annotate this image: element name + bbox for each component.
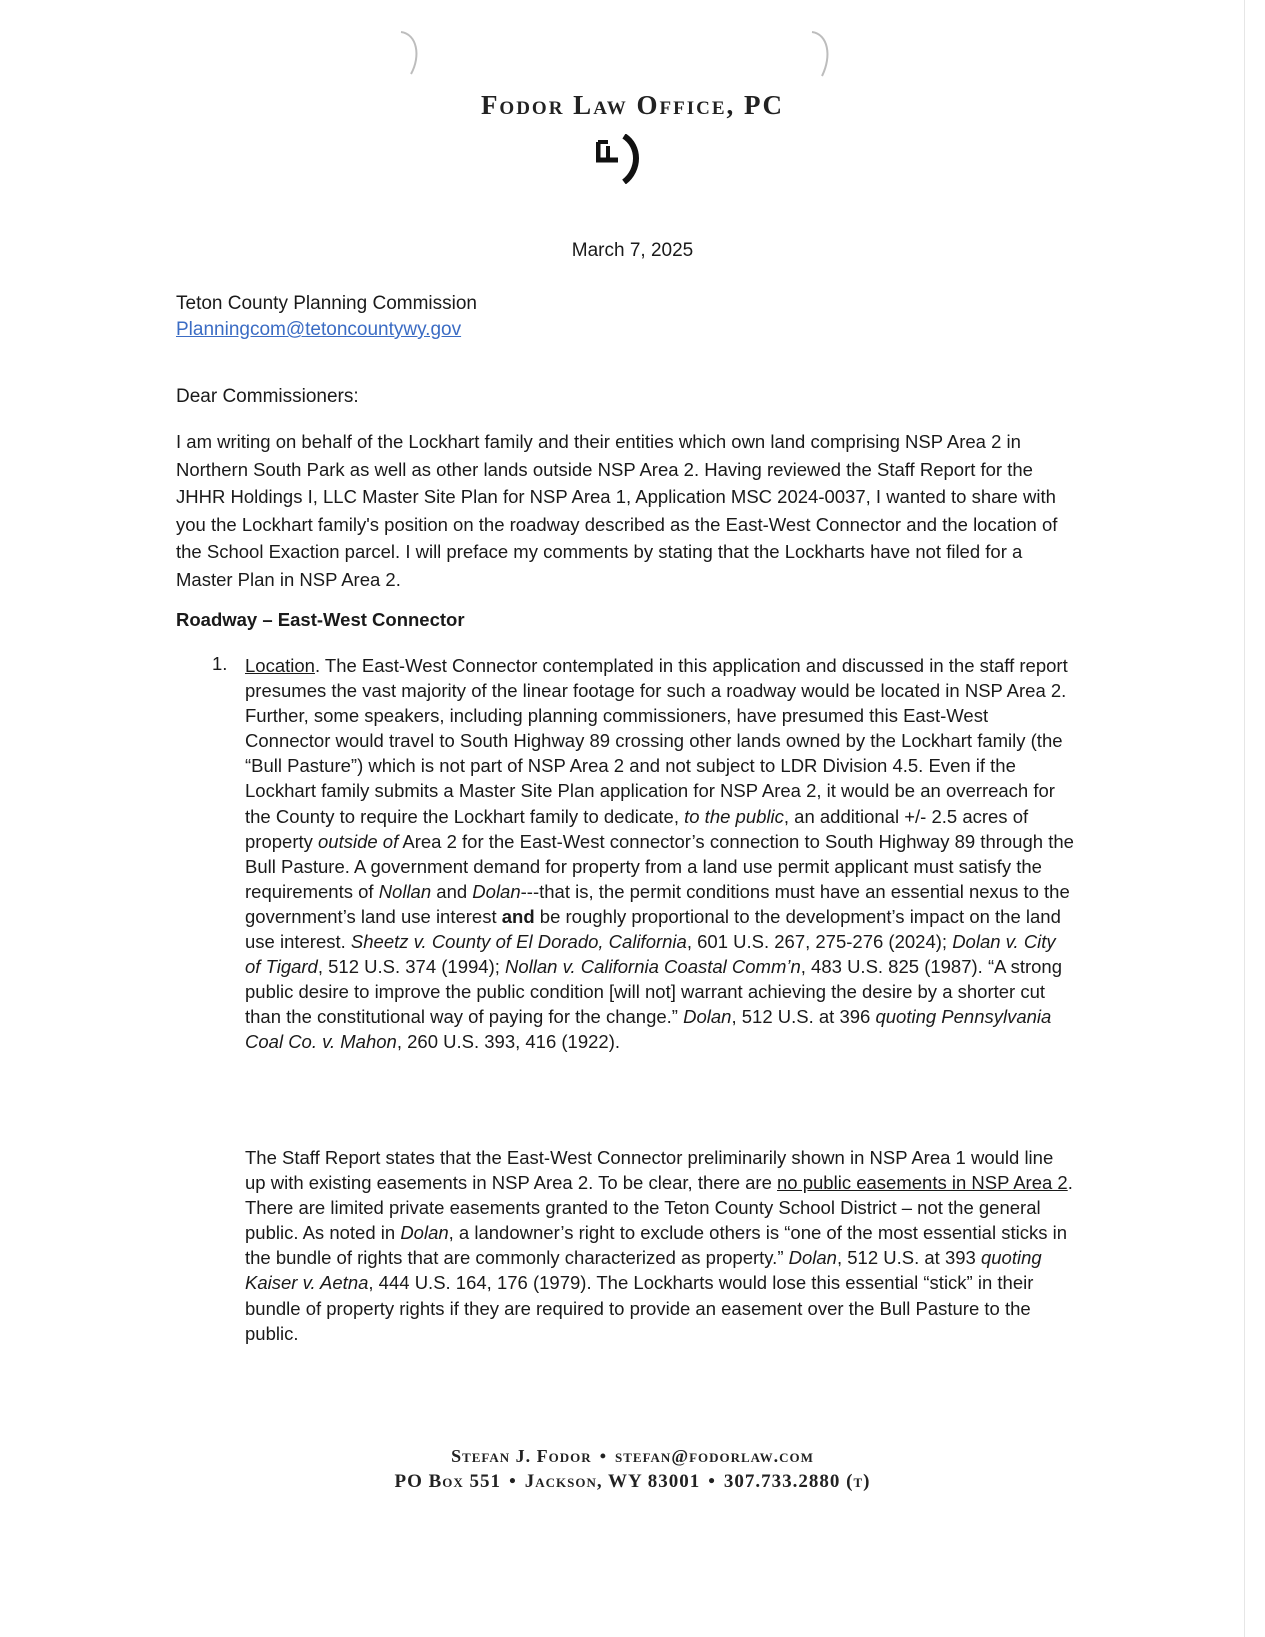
recipient-block xyxy=(176,291,477,343)
footer-contact-line-1 xyxy=(0,1446,1265,1467)
recipient-name: Teton County Planning Commission xyxy=(176,293,477,314)
underlined-text: no public easements in NSP Area 2 xyxy=(777,1172,1068,1194)
text-run: , 512 U.S. 374 (1994); xyxy=(317,956,506,978)
case-citation: Sheetz v. County of El Dorado, California xyxy=(350,931,687,953)
text-run: The Staff Report states that the East-West Connector preliminarily shown in NSP Area 1 would line up with existing easements in NSP Area 2. To be clear, there are xyxy=(245,1147,1054,1194)
text-run: , 444 U.S. 164, 176 (1979). The Lockharts would lose this essential “stick” in their bundle of property rights if they are required to provide an easement over the Bull Pasture to the public. xyxy=(245,1272,1034,1344)
footer-email[interactable]: stefan@fodorlaw.com xyxy=(615,1446,814,1466)
text-run: , 512 U.S. at 393 xyxy=(836,1247,981,1269)
salutation: Dear Commissioners: xyxy=(176,386,359,407)
italic-text: to the public xyxy=(684,805,784,827)
text-run: . There are limited private easements granted to the Teton County School District – not the general public. As noted in xyxy=(245,1172,1073,1244)
text-run: be roughly proportional to the development’s impact on the land use interest. xyxy=(245,905,1061,953)
text-run: Area 2 for the East-West connector’s connection to South Highway 89 through the Bull Pasture. A government demand for property from a land use permit applicant must satisfy the requirements of xyxy=(245,830,1074,902)
section-heading: Roadway – East-West Connector xyxy=(176,609,465,630)
italic-text: outside of xyxy=(318,830,399,852)
text-run: , 601 U.S. 267, 275-276 (2024); xyxy=(686,931,953,953)
case-citation: Dolan xyxy=(472,880,521,902)
fl-monogram-icon xyxy=(596,134,648,184)
case-citation: Nollan v. California Coastal Comm’n xyxy=(505,956,801,978)
letter-date: March 7, 2025 xyxy=(571,240,694,261)
case-citation: Dolan xyxy=(400,1222,449,1244)
footer-separator: • xyxy=(599,1446,607,1466)
case-citation: Dolan v. City of Tigard xyxy=(245,931,1056,978)
list-item-number: 1. xyxy=(212,653,228,674)
footer-separator: • xyxy=(708,1471,716,1492)
case-citation: Dolan xyxy=(788,1247,837,1269)
list-item-paragraph-2 xyxy=(245,1145,1075,1346)
footer-separator: • xyxy=(509,1471,517,1492)
case-citation: Dolan xyxy=(683,1006,732,1028)
firm-name: Fodor Law Office, PC xyxy=(480,90,785,120)
location-heading: Location xyxy=(245,655,315,676)
text-run: , 512 U.S. at 396 xyxy=(731,1006,876,1028)
case-citation: quoting Pennsylvania Coal Co. v. Mahon xyxy=(245,1006,1052,1053)
footer-city: Jackson, WY 83001 xyxy=(524,1471,701,1492)
footer-po-box: PO Box 551 xyxy=(394,1471,502,1492)
text-run: , 260 U.S. 393, 416 (1922). xyxy=(396,1031,621,1053)
recipient-email-link[interactable]: Planningcom@tetoncountywy.gov xyxy=(176,319,462,340)
text-run: , a landowner’s right to exclude others is “one of the most essential sticks in the bundle of rights that are commonly characterized as property.” xyxy=(245,1222,1068,1269)
text-run: , 483 U.S. 825 (1987). “A strong public desire to improve the public condition [will not] warrant achieving the desire by a shorter cut than the constitutional way of paying for the change.” xyxy=(245,956,1062,1028)
text-run: . The East-West Connector contemplated in this application and discussed in the staff report presumes the vast majority of the linear footage for such a roadway would be located in NSP Area 2. Further, some speakers, including planning commissioners, have presumed this East-West Connector would travel to South Highway 89 crossing other lands owned by the Lockhart family (the “Bull Pasture”) which is not part of NSP Area 2 and not subject to LDR Division 4.5. Even if the Lockhart family submits a Master Site Plan application for NSP Area 2, it would be an overreach for the County to require the Lockhart family to dedicate, xyxy=(245,655,1068,827)
hole-punch-mark-icon xyxy=(808,26,842,82)
intro-paragraph: I am writing on behalf of the Lockhart family and their entities which own land comprising NSP Area 2 in Northern South Park as well as other lands outside NSP Area 2. Having reviewed the Staff Report for the JHHR Holdings I, LLC Master Site Plan for NSP Area 1, Application MSC 2024-0037, I wanted to share with you the Lockhart family's position on the roadway described as the East-West Connector and the location of the School Exaction parcel. I will preface my comments by stating that the Lockharts have not filed for a Master Plan in NSP Area 2. xyxy=(176,431,1058,590)
case-citation: quoting Kaiser v. Aetna xyxy=(245,1247,1042,1294)
footer-phone: 307.733.2880 (t) xyxy=(723,1471,871,1492)
footer-contact-line-2 xyxy=(0,1471,1265,1493)
hole-punch-mark-icon xyxy=(395,26,429,82)
footer-name: Stefan J. Fodor xyxy=(451,1446,592,1466)
text-run: , an additional +/- 2.5 acres of property xyxy=(245,805,1029,852)
text-run: and xyxy=(431,880,473,902)
case-citation: Nollan xyxy=(378,880,432,902)
list-item-paragraph-1 xyxy=(245,653,1075,1055)
text-run: ---that is, the permit conditions must have an essential nexus to the government’s land use interest xyxy=(245,880,1070,927)
bold-text: and xyxy=(501,905,535,927)
